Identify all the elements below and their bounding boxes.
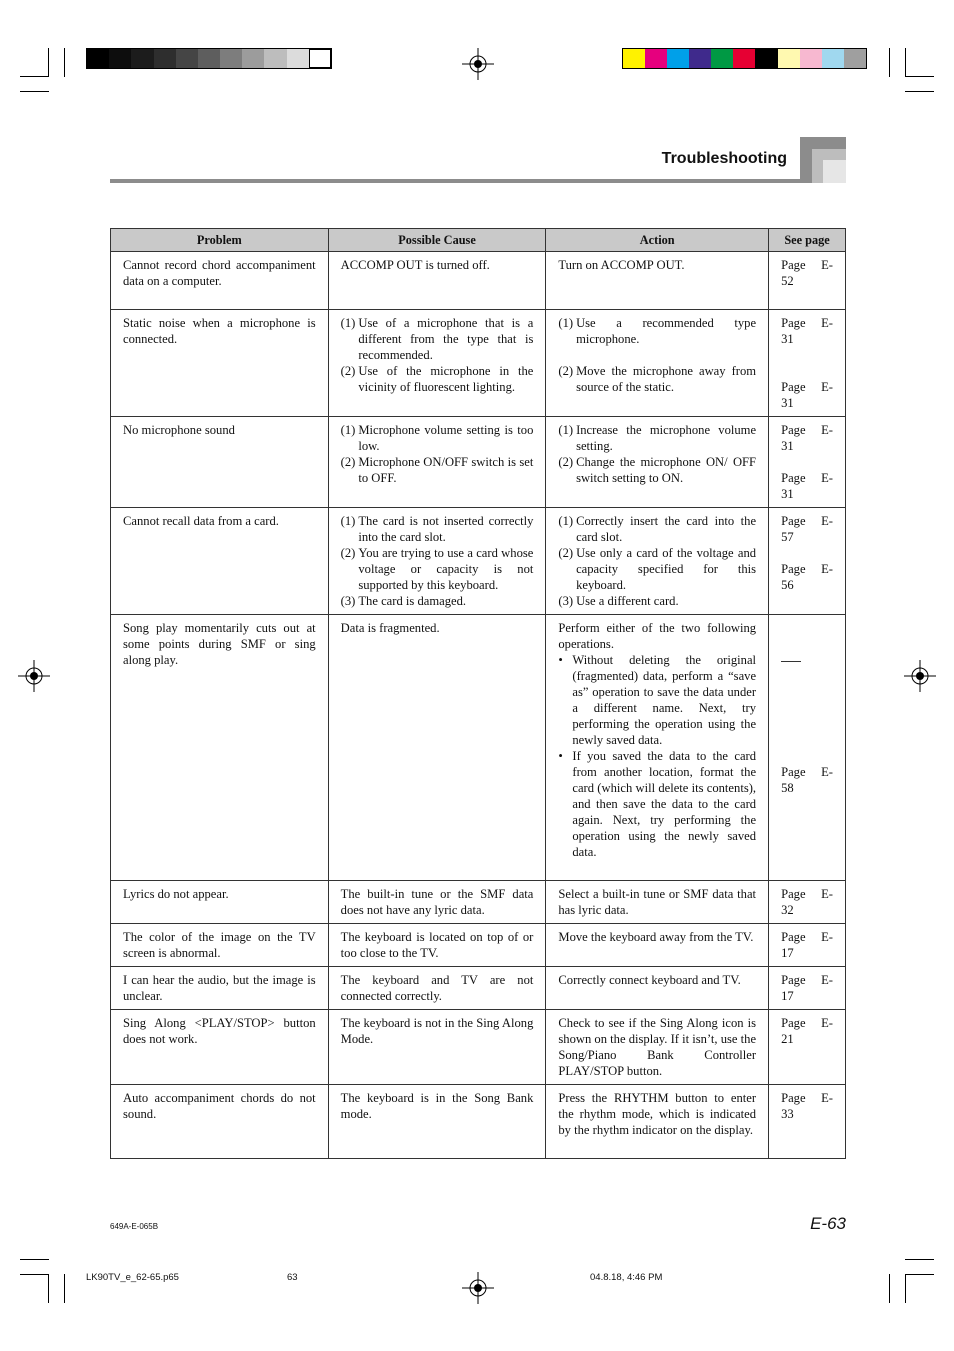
- table-header-row: [111, 229, 846, 252]
- registration-mark-bottom: [462, 1272, 494, 1304]
- problem-cell: Cannot recall data from a card.: [111, 508, 329, 615]
- color-swatch: [800, 49, 822, 68]
- action-cell: [546, 417, 769, 508]
- list-item: (3) Use a different card.: [558, 594, 679, 608]
- cause-cell: The keyboard and TV are not connected correctly.: [328, 967, 546, 1010]
- color-swatch: [689, 49, 711, 68]
- list-item: (2) Move the microphone away from source of the static.: [558, 364, 757, 394]
- page-cell: Page E-58: [769, 615, 846, 881]
- page-cell: Page E-32: [769, 881, 846, 924]
- column-header-page: See page: [769, 229, 846, 252]
- problem-cell: Sing Along <PLAY/STOP> button does not work.: [111, 1010, 329, 1085]
- list-item: • If you saved the data to the card from another location, format the card (which will delete its contents), and then save the data to the card again. Next, try performing the operation using the newly saved data.: [558, 749, 757, 859]
- table-row: [111, 310, 846, 417]
- page-cell: Page E-17: [769, 967, 846, 1010]
- gray-swatch: [242, 49, 264, 68]
- color-swatch: [733, 49, 755, 68]
- gray-swatch: [154, 49, 176, 68]
- color-swatch: [844, 49, 866, 68]
- cause-cell: [328, 310, 546, 417]
- table-row: [111, 967, 846, 1010]
- gray-swatch: [198, 49, 220, 68]
- list-item: (1) The card is not inserted correctly into the card slot.: [340, 514, 534, 544]
- page-cell: Page E-31 Page E-31: [769, 310, 846, 417]
- page-number: E-63: [810, 1214, 846, 1233]
- list-item: (2) You are trying to use a card whose voltage or capacity is not supported by this keyboard.: [340, 546, 534, 592]
- page-cell: Page E-17: [769, 924, 846, 967]
- list-item: (1) Use a recommended type microphone.: [558, 316, 757, 346]
- process-color-bar: [622, 48, 867, 69]
- section-title: Troubleshooting: [661, 150, 787, 167]
- action-cell: Press the RHYTHM button to enter the rhythm mode, which is indicated by the rhythm indicator on the display.: [546, 1085, 769, 1159]
- color-swatch: [711, 49, 733, 68]
- gray-swatch: [109, 49, 131, 68]
- color-swatch: [822, 49, 844, 68]
- action-cell: Move the keyboard away from the TV.: [546, 924, 769, 967]
- gray-swatch: [309, 49, 331, 68]
- color-swatch: [755, 49, 777, 68]
- registration-mark-left: [18, 660, 50, 692]
- problem-cell: Lyrics do not appear.: [111, 881, 329, 924]
- action-cell: Select a built-in tune or SMF data that has lyric data.: [546, 881, 769, 924]
- color-swatch: [667, 49, 689, 68]
- problem-cell: I can hear the audio, but the image is unclear.: [111, 967, 329, 1010]
- action-cell: [546, 508, 769, 615]
- cause-cell: ACCOMP OUT is turned off.: [328, 252, 546, 310]
- page-cell: Page E-52: [769, 252, 846, 310]
- header-rule: [110, 179, 800, 183]
- section-tab-highlight: [823, 160, 846, 183]
- list-item: (2) Use of the microphone in the vicinity of fluorescent lighting.: [340, 364, 534, 394]
- table-row: [111, 252, 846, 310]
- gray-swatch: [176, 49, 198, 68]
- list-item: (3) The card is damaged.: [340, 594, 467, 608]
- list-item: (1) Microphone volume setting is too low.: [340, 423, 534, 453]
- not-applicable-dash: [781, 661, 801, 662]
- color-swatch: [623, 49, 645, 68]
- column-header-action: Action: [546, 229, 769, 252]
- cause-cell: [328, 417, 546, 508]
- list-item: (2) Use only a card of the voltage and capacity specified for this keyboard.: [558, 546, 757, 592]
- column-header-problem: Problem: [111, 229, 329, 252]
- list-item: (2) Change the microphone ON/ OFF switch setting to ON.: [558, 455, 757, 485]
- color-swatch: [778, 49, 800, 68]
- column-header-cause: Possible Cause: [328, 229, 546, 252]
- list-item: (2) Microphone ON/OFF switch is set to OFF.: [340, 455, 534, 485]
- action-cell: Correctly connect keyboard and TV.: [546, 967, 769, 1010]
- problem-cell: The color of the image on the TV screen is abnormal.: [111, 924, 329, 967]
- gray-swatch: [287, 49, 309, 68]
- table-row: [111, 417, 846, 508]
- table-row: [111, 615, 846, 881]
- action-cell: Check to see if the Sing Along icon is shown on the display. If it isn’t, use the Song/Piano Bank Controller PLAY/STOP button.: [546, 1010, 769, 1085]
- troubleshooting-table: [110, 228, 846, 1159]
- page-cell: Page E-57 Page E-56: [769, 508, 846, 615]
- color-swatch: [645, 49, 667, 68]
- gray-swatch: [87, 49, 109, 68]
- list-item: • Without deleting the original (fragmented) data, perform a “save as” operation to save the data under a different name. Next, try performing the operation using the newly saved data.: [558, 653, 757, 747]
- cause-cell: The built-in tune or the SMF data does not have any lyric data.: [328, 881, 546, 924]
- problem-cell: Auto accompaniment chords do not sound.: [111, 1085, 329, 1159]
- registration-mark-right: [904, 660, 936, 692]
- table-row: [111, 1085, 846, 1159]
- problem-cell: No microphone sound: [111, 417, 329, 508]
- cause-cell: Data is fragmented.: [328, 615, 546, 881]
- file-name: LK90TV_e_62-65.p65: [86, 1272, 179, 1283]
- cause-cell: The keyboard is in the Song Bank mode.: [328, 1085, 546, 1159]
- page-cell: Page E-21: [769, 1010, 846, 1085]
- action-cell: Perform either of the two following operations. • Without deleting the original (fragmented) data, perform a “save as” operation to save the data under a different name. Next, try performing the operation using the newly saved data. • If you saved the data to the card from another location, format the card (which will delete its contents), and then save the data to the card again. Next, try performing the operation using the newly saved data.: [546, 615, 769, 881]
- table-row: [111, 924, 846, 967]
- list-item: (1) Correctly insert the card into the card slot.: [558, 514, 757, 544]
- gray-swatch: [131, 49, 153, 68]
- document-code: 649A-E-065B: [110, 1222, 159, 1231]
- table-row: [111, 1010, 846, 1085]
- page-cell: Page E-31 Page E-31: [769, 417, 846, 508]
- cause-cell: The keyboard is not in the Sing Along Mode.: [328, 1010, 546, 1085]
- table-row: [111, 881, 846, 924]
- grayscale-color-bar: [86, 48, 332, 69]
- problem-cell: Song play momentarily cuts out at some points during SMF or sing along play.: [111, 615, 329, 881]
- cause-cell: [328, 508, 546, 615]
- sheet-number: 63: [287, 1272, 298, 1283]
- problem-cell: Static noise when a microphone is connected.: [111, 310, 329, 417]
- action-cell: [546, 310, 769, 417]
- gray-swatch: [264, 49, 286, 68]
- action-cell: Turn on ACCOMP OUT.: [546, 252, 769, 310]
- table-row: [111, 508, 846, 615]
- page-cell: Page E-33: [769, 1085, 846, 1159]
- cause-cell: The keyboard is located on top of or too close to the TV.: [328, 924, 546, 967]
- problem-cell: Cannot record chord accompaniment data on a computer.: [111, 252, 329, 310]
- registration-mark-top: [462, 48, 494, 80]
- print-datetime: 04.8.18, 4:46 PM: [590, 1272, 663, 1283]
- list-item: (1) Use of a microphone that is a different from the type that is recommended.: [340, 316, 534, 362]
- gray-swatch: [220, 49, 242, 68]
- list-item: (1) Increase the microphone volume setting.: [558, 423, 757, 453]
